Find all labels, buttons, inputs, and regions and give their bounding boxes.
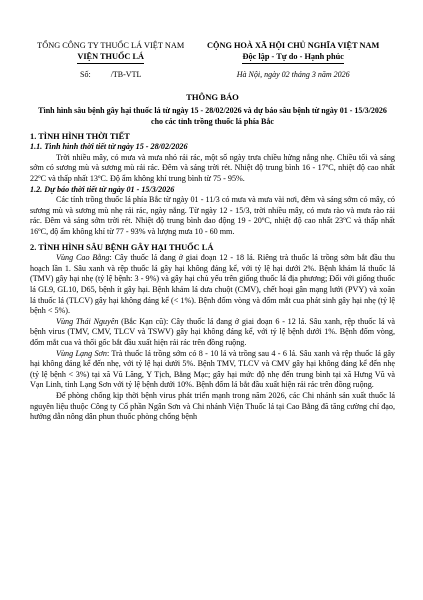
region-text-lang-son: : Trà thuốc lá trồng sớm có 8 - 10 lá và trồng sau 4 - 6 lá. Sâu xanh và rệp thuốc lá gây hại không đáng kể đến nhẹ, với tỷ lệ hại dưới 5%. Bệnh TMV, TLCV và CMV gây hại không đáng kể đến nhẹ (tỷ lệ bệnh < 3%) tại xã Vũ Lăng, Y Tịch, Bằng Mạc; gây hại mức độ nhẹ đến trung bình tại xã Hưng Vũ và Vạn Linh, tỉnh Lạng Sơn với tỷ lệ bệnh dưới 10%. Bệnh đốm lá bắt đầu xuất hiện rải rác trên đồng ruộng. [30, 348, 395, 390]
document-number: Số: /TB-VTL [80, 69, 142, 79]
section-2-paragraph-thai-nguyen [30, 317, 395, 349]
section-1-2-heading: 1.2. Dự báo thời tiết từ ngày 01 - 15/3/2026 [30, 184, 175, 194]
document-subtitle: Tình hình sâu bệnh gây hại thuốc lá từ ngày 15 - 28/02/2026 và dự báo sâu bệnh từ ngày 01 - 15/3/2026 cho các tỉnh trồng thuốc lá phía Bắc [38, 105, 387, 126]
region-name-thai-nguyen: Vùng Thái Nguyên [56, 316, 119, 326]
place-and-date: Hà Nội, ngày 02 tháng 3 năm 2026 [236, 69, 350, 79]
issuing-organization: VIỆN THUỐC LÁ [77, 51, 144, 64]
region-name-lang-son: Vùng Lạng Sơn [56, 348, 107, 358]
section-2-paragraph-prevention: Để phòng chống kịp thời bệnh virus phát triển mạnh trong năm 2026, các Chi nhánh sản xuất thuốc lá nguyên liệu thuộc Công ty Cổ phần Ngân Sơn và Chi nhánh Viện Thuốc lá tại Cao Bằng đã tăng cường chỉ đạo, hướng dẫn nông dân phun thuốc phòng chống bệnh [30, 390, 395, 422]
region-text-cao-bang: : Cây thuốc lá đang ở giai đoạn 12 - 18 lá. Riêng trà thuốc lá trồng sớm bắt đầu thu hoạch lần 1. Sâu xanh và rệp thuốc lá gây hại không đáng kể, với tỷ lệ hại dưới 2%. Bệnh khảm lá thuốc lá (TMV) gây hại nhẹ (tỷ lệ bệnh: 3 - 9%) và gây hại chủ yếu trên giống thuốc lá địa phương; Đối với giống thuốc lá GL9, GL10, D65, bệnh ít gây hại. Bệnh khảm lá dưa chuột (CMV), chết hoại gân mạng lưới (PVY) và xoăn lá thuốc lá (TLCV) gây hại không đáng kể (< 1%). Bệnh đốm vòng và đốm mắt cua phát sinh gây hại nhẹ (tỷ lệ bệnh < 5%). [30, 253, 395, 316]
section-2-paragraph-cao-bang [30, 253, 395, 317]
section-1-2-paragraph: Các tỉnh trồng thuốc lá phía Bắc từ ngày 01 - 11/3 có mưa và mưa vài nơi, đêm và sáng sớm có mây, có sương mù và sương mù nhẹ rải rác, ngày nắng. Từ ngày 12 - 15/3, trời nhiều mây, có mưa rào và mưa rào rải rác. Đêm và sáng sớm trời rét. Nhiệt độ trung bình dao động 19 - 20ºC, nhiệt độ cao nhất 23ºC và thấp nhất 16ºC, độ ẩm không khí từ 77 - 93% và lượng mưa 10 - 60 mm. [30, 195, 395, 237]
section-1-heading: 1. TÌNH HÌNH THỜI TIẾT [30, 131, 130, 141]
parent-organization: TỔNG CÔNG TY THUỐC LÁ VIỆT NAM [37, 41, 185, 50]
section-2-heading: 2. TÌNH HÌNH SÂU BỆNH GÂY HẠI THUỐC LÁ [30, 242, 214, 252]
national-motto-block [191, 40, 395, 64]
section-1-1-heading: 1.1. Tình hình thời tiết từ ngày 15 - 28/02/2026 [30, 142, 188, 152]
section-2-paragraph-lang-son [30, 349, 395, 391]
national-motto: Độc lập - Tự do - Hạnh phúc [242, 51, 343, 64]
document-meta [30, 70, 395, 81]
region-text-thai-nguyen: (Bắc Kạn cũ): Cây thuốc lá đang ở giai đoạn 6 - 12 lá. Sâu xanh, rệp thuốc lá và bệnh virus (TMV, CMV, TLCV và TSWV) gây hại không đáng kể, với tỷ lệ bệnh dưới 1%. Bệnh đốm vòng, đốm mắt cua và thối gốc bắt đầu xuất hiện rải rác trên đồng ruộng. [30, 316, 395, 347]
section-1-1-paragraph: Trời nhiều mây, có mưa và mưa nhỏ rải rác, một số ngày trưa chiều hửng nắng nhẹ. Chiều tối và sáng sớm có sương mù và sương mù rải rác. Đêm và sáng trời rét. Nhiệt độ trung bình 16 - 17ºC, nhiệt độ cao nhất 22ºC và thấp nhất 13ºC. Độ ẩm không khí trung bình từ 75 - 95%. [30, 152, 395, 184]
document-header [30, 40, 395, 64]
document-title: THÔNG BÁO [186, 92, 239, 103]
issuer-block [30, 40, 191, 64]
national-title: CỘNG HOÀ XÃ HỘI CHỦ NGHĨA VIỆT NAM [207, 41, 380, 50]
region-name-cao-bang: Vùng Cao Bằng [56, 253, 110, 263]
